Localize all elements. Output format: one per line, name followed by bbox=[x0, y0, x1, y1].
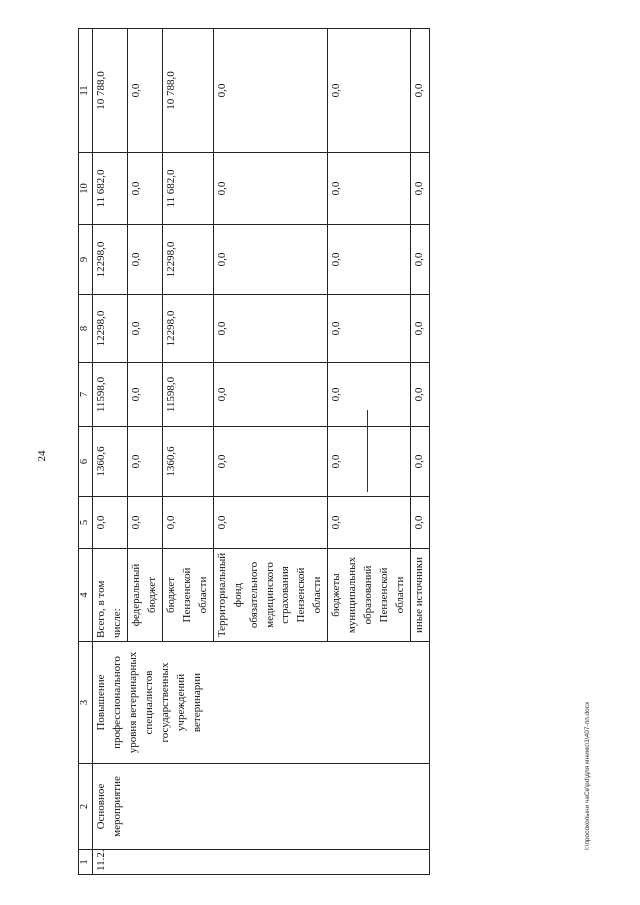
value-cell: 0,0 bbox=[127, 153, 162, 225]
value-cell: 0,0 bbox=[127, 363, 162, 427]
value-cell: 0,0 bbox=[328, 363, 411, 427]
value-cell: 10 788,0 bbox=[162, 29, 213, 153]
value-cell: 0,0 bbox=[410, 225, 429, 295]
col-header: 7 bbox=[79, 363, 93, 427]
page-number: 24 bbox=[36, 450, 48, 462]
budget-table bbox=[78, 28, 430, 875]
source-cell: федеральный бюджет bbox=[127, 549, 162, 642]
col-header: 3 bbox=[79, 642, 93, 764]
value-cell: 0,0 bbox=[328, 153, 411, 225]
value-cell: 0,0 bbox=[213, 497, 328, 549]
separator-line bbox=[367, 410, 368, 492]
value-cell: 1360,6 bbox=[162, 427, 213, 497]
source-cell: иные источники bbox=[410, 549, 429, 642]
value-cell: 0,0 bbox=[127, 427, 162, 497]
source-cell: бюджет Пензенской области bbox=[162, 549, 213, 642]
item-number: 11.2. bbox=[93, 850, 430, 875]
value-cell: 12298,0 bbox=[162, 295, 213, 363]
value-cell: 0,0 bbox=[328, 295, 411, 363]
value-cell: 0,0 bbox=[410, 427, 429, 497]
event-type: Основное мероприятие bbox=[93, 764, 430, 850]
value-cell: 12298,0 bbox=[162, 225, 213, 295]
value-cell: 0,0 bbox=[213, 363, 328, 427]
table-row bbox=[93, 29, 128, 875]
value-cell: 0,0 bbox=[410, 295, 429, 363]
value-cell: 0,0 bbox=[162, 497, 213, 549]
value-cell: 0,0 bbox=[127, 29, 162, 153]
value-cell: 0,0 bbox=[213, 225, 328, 295]
value-cell: 0,0 bbox=[127, 497, 162, 549]
col-header: 10 bbox=[79, 153, 93, 225]
col-header: 6 bbox=[79, 427, 93, 497]
value-cell: 11598,0 bbox=[162, 363, 213, 427]
value-cell: 0,0 bbox=[410, 497, 429, 549]
value-cell: 0,0 bbox=[213, 153, 328, 225]
value-cell: 10 788,0 bbox=[93, 29, 128, 153]
value-cell: 1360,6 bbox=[93, 427, 128, 497]
source-cell: Всего, в том числе: bbox=[93, 549, 128, 642]
value-cell: 0,0 bbox=[328, 497, 411, 549]
col-header: 2 bbox=[79, 764, 93, 850]
value-cell: 0,0 bbox=[328, 29, 411, 153]
value-cell: 12298,0 bbox=[93, 295, 128, 363]
value-cell: 0,0 bbox=[213, 427, 328, 497]
footer bbox=[584, 701, 594, 860]
header-row bbox=[79, 29, 93, 875]
source-cell: бюджеты муниципальных образований Пензенской области bbox=[328, 549, 411, 642]
value-cell: 0,0 bbox=[410, 153, 429, 225]
rotated-table-container bbox=[78, 29, 425, 875]
value-cell: 0,0 bbox=[213, 29, 328, 153]
value-cell: 0,0 bbox=[127, 295, 162, 363]
col-header: 8 bbox=[79, 295, 93, 363]
col-header: 11 bbox=[79, 29, 93, 153]
source-cell: Территориальный фонд обязательного медицинского страхования Пензенской области bbox=[213, 549, 328, 642]
col-header: 1 bbox=[79, 850, 93, 875]
value-cell: 0,0 bbox=[93, 497, 128, 549]
event-name: Повышение профессионального уровня ветеринарных специалистов государственных учреждений ветеринарии bbox=[93, 642, 430, 764]
value-cell: 11 682,0 bbox=[93, 153, 128, 225]
col-header: 9 bbox=[79, 225, 93, 295]
value-cell: 0,0 bbox=[410, 363, 429, 427]
value-cell: 11 682,0 bbox=[162, 153, 213, 225]
value-cell: 0,0 bbox=[213, 295, 328, 363]
value-cell: 0,0 bbox=[328, 225, 411, 295]
value-cell: 12298,0 bbox=[93, 225, 128, 295]
col-header: 4 bbox=[79, 549, 93, 642]
footer-file-path: I:\просоколыни чаСе\pd\для мнимс\1\407-пп.docx bbox=[584, 701, 591, 850]
col-header: 5 bbox=[79, 497, 93, 549]
value-cell: 0,0 bbox=[328, 427, 411, 497]
value-cell: 0,0 bbox=[410, 29, 429, 153]
value-cell: 0,0 bbox=[127, 225, 162, 295]
value-cell: 11598,0 bbox=[93, 363, 128, 427]
